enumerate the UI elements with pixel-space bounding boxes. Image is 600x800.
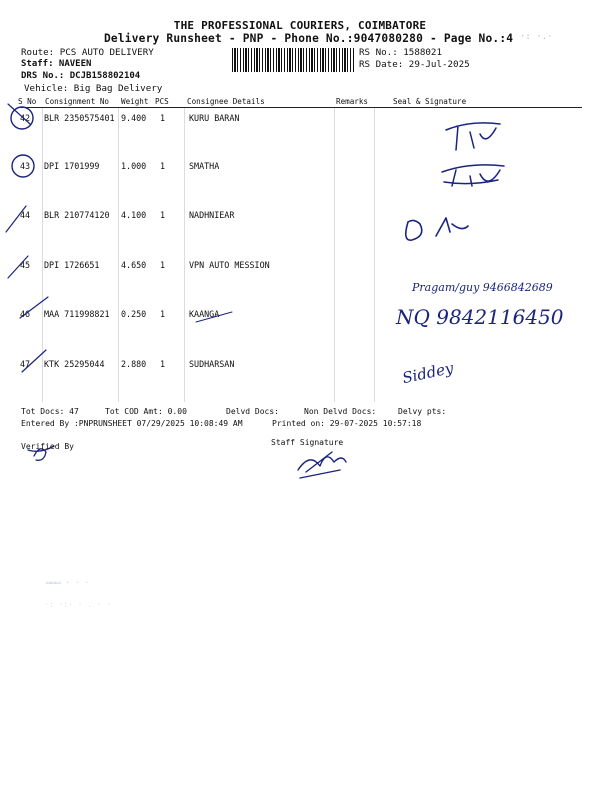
signature-row-47: Siddey bbox=[400, 358, 455, 388]
row-weight: 0.250 bbox=[121, 309, 147, 319]
row-weight: 9.400 bbox=[121, 113, 147, 123]
col-remarks: Remarks bbox=[336, 97, 369, 106]
row-pcs: 1 bbox=[160, 210, 166, 220]
total-docs: Tot Docs: 47 bbox=[21, 407, 79, 416]
rs-number: RS No.: 1588021 bbox=[359, 47, 442, 58]
delivery-points: Delvy pts: bbox=[398, 407, 447, 416]
signature-row-45: Pragam/guy 9466842689 bbox=[412, 281, 553, 294]
row-consignment: DPI 1726651 bbox=[44, 260, 100, 270]
route-label: Route: PCS AUTO DELIVERY bbox=[21, 47, 154, 58]
signature-row-43 bbox=[442, 165, 504, 186]
slash-mark-46 bbox=[20, 297, 48, 318]
circle-mark-43 bbox=[12, 155, 34, 177]
col-pcs: PCS bbox=[155, 97, 169, 106]
delivered-docs: Delvd Docs: bbox=[226, 407, 279, 416]
printed-on: Printed on: 29-07-2025 10:57:18 bbox=[272, 419, 422, 428]
signature-row-42 bbox=[446, 123, 500, 150]
row-sno: 44 bbox=[20, 210, 31, 220]
col-weight: Weight bbox=[121, 97, 149, 106]
entered-by: Entered By :PNPRUNSHEET 07/29/2025 10:08:49 AM bbox=[21, 419, 243, 428]
scan-specks: ·: ·.· bbox=[520, 32, 553, 42]
row-consignment: DPI 1701999 bbox=[44, 161, 100, 171]
row-consignee: KURU BARAN bbox=[189, 113, 240, 123]
row-consignee: SMATHA bbox=[189, 161, 220, 171]
vehicle-label: Vehicle: Big Bag Delivery bbox=[24, 83, 163, 94]
row-sno: 46 bbox=[20, 309, 31, 319]
staff-label: Staff: NAVEEN bbox=[21, 59, 92, 69]
staff-signature-label: Staff Signature bbox=[271, 438, 344, 447]
row-pcs: 1 bbox=[160, 113, 166, 123]
col-sno: S No bbox=[18, 97, 37, 106]
slash-mark-45 bbox=[8, 256, 31, 278]
row-consignee: VPN AUTO MESSION bbox=[189, 260, 270, 270]
signature-row-46: NQ 9842116450 bbox=[396, 305, 564, 329]
row-weight: 2.880 bbox=[121, 359, 147, 369]
stray-mark-kaanga bbox=[196, 312, 232, 322]
slash-mark-47 bbox=[22, 350, 46, 372]
row-weight: 1.000 bbox=[121, 161, 147, 171]
col-consignment: Consignment No bbox=[45, 97, 110, 106]
row-weight: 4.100 bbox=[121, 210, 147, 220]
row-sno: 42 bbox=[20, 113, 31, 123]
row-sno: 43 bbox=[20, 161, 31, 171]
row-consignee: KAANGA bbox=[189, 309, 220, 319]
row-pcs: 1 bbox=[160, 260, 166, 270]
col-consignee: Consignee Details bbox=[187, 97, 265, 106]
verified-by-label: Verified By bbox=[21, 442, 74, 451]
scan-bleed: ▭▭▭ · · · bbox=[46, 578, 90, 587]
row-consignee: SUDHARSAN bbox=[189, 359, 235, 369]
non-delivered-docs: Non Delvd Docs: bbox=[304, 407, 377, 416]
runsheet-subtitle: Delivery Runsheet - PNP - Phone No.:9047080280 - Page No.:4 bbox=[104, 32, 514, 45]
total-cod-amount: Tot COD Amt: 0.00 bbox=[105, 407, 187, 416]
slash-mark-44 bbox=[6, 206, 26, 232]
col-seal-signature: Seal & Signature bbox=[393, 97, 467, 106]
row-pcs: 1 bbox=[160, 309, 166, 319]
row-consignment: BLR 2350575401 bbox=[44, 113, 115, 123]
row-weight: 4.650 bbox=[121, 260, 147, 270]
row-sno: 47 bbox=[20, 359, 31, 369]
row-consignment: BLR 210774120 bbox=[44, 210, 110, 220]
scan-bleed: ·: ·:· · . · · bbox=[44, 600, 112, 609]
rs-date: RS Date: 29-Jul-2025 bbox=[359, 59, 470, 70]
row-pcs: 1 bbox=[160, 359, 166, 369]
signature-row-44 bbox=[406, 218, 468, 240]
row-consignment: KTK 25295044 bbox=[44, 359, 105, 369]
row-consignment: MAA 711998821 bbox=[44, 309, 110, 319]
row-consignee: NADHNIEAR bbox=[189, 210, 235, 220]
staff-signature-scribble bbox=[298, 452, 346, 478]
row-sno: 45 bbox=[20, 260, 31, 270]
company-name: THE PROFESSIONAL COURIERS, COIMBATORE bbox=[173, 19, 427, 32]
drs-label: DRS No.: DCJB158802104 bbox=[21, 71, 141, 81]
row-pcs: 1 bbox=[160, 161, 166, 171]
